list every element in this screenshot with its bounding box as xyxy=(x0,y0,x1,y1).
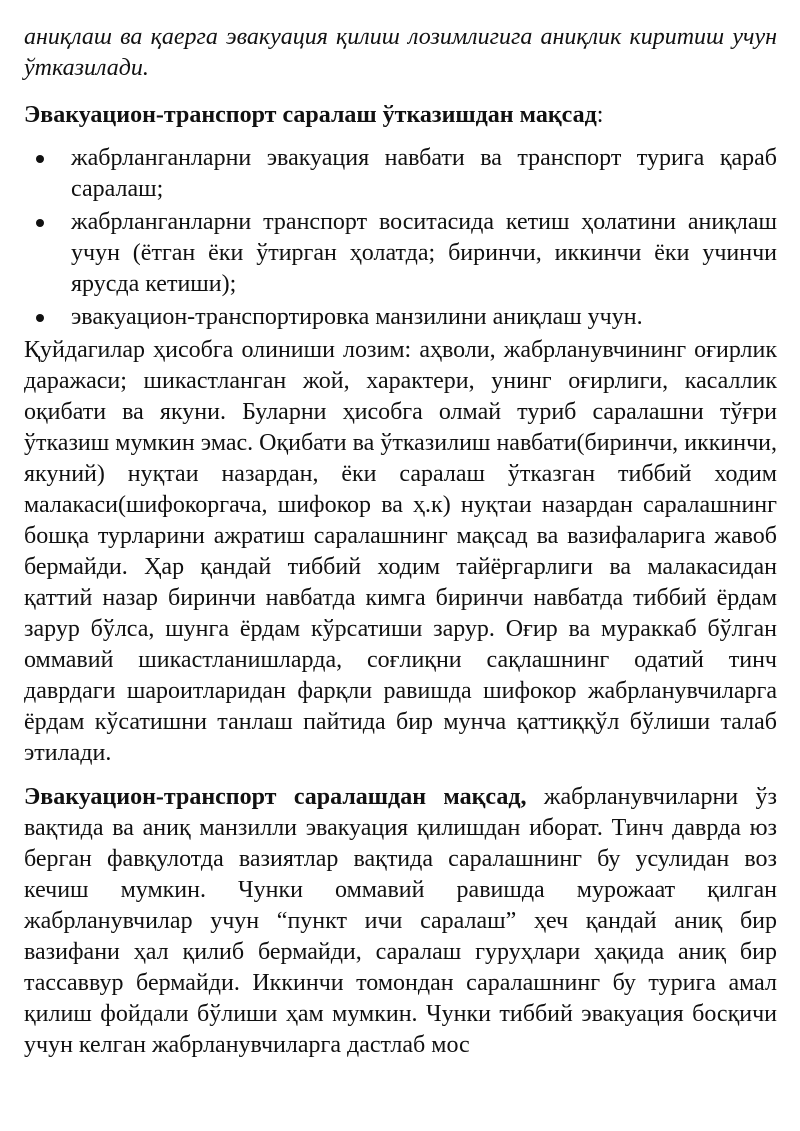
section-heading-text: Эвакуацион-транспорт саралаш ўтказишдан мақсад xyxy=(24,102,597,128)
bullet-item: жабрланганларни эвакуация навбати ва транспорт турига қараб саралаш; xyxy=(24,143,777,205)
bullet-list xyxy=(24,143,777,333)
document-page xyxy=(24,22,777,1061)
section-heading xyxy=(24,100,777,131)
paragraph-bold-lead: Эвакуацион-транспорт саралашдан мақсад, xyxy=(24,784,527,810)
bullet-item: эвакуацион-транспортировка манзилини аниқлаш учун. xyxy=(24,302,777,333)
body-paragraph-2 xyxy=(24,782,777,1061)
intro-text: аниқлаш ва қаерга эвакуация қилиш лозимлигига аниқлик киритиш учун ўтказилади. xyxy=(24,24,777,81)
paragraph-text: жабрланувчиларни ўз вақтида ва аниқ манзилли эвакуация қилишдан иборат. Тинч даврда юз берган фавқулотда вазиятлар вақтида саралашнинг бу усулидан воз кечиш мумкин. Чунки оммавий равишда мурожаат қилган жабрланувчилар учун “пункт ичи саралаш” ҳеч қандай аниқ бир вазифани ҳал қилиб бермайди, саралаш гуруҳлари ҳақида аниқ бир тассаввур бермайди. Иккинчи томондан саралашнинг бу турига амал қилиш фойдали бўлиши ҳам мумкин. Чунки тиббий эвакуация босқичи учун келган жабрланувчиларга дастлаб мос xyxy=(24,784,777,1058)
bullet-item: жабрланганларни транспорт воситасида кетиш ҳолатини аниқлаш учун (ётган ёки ўтирган ҳолатда; биринчи, иккинчи ёки учинчи ярусда кетиши); xyxy=(24,207,777,300)
section-heading-colon: : xyxy=(596,102,604,128)
body-paragraph: Қуйдагилар ҳисобга олиниши лозим: аҳволи, жабрланувчининг оғирлик даражаси; шикастланган жой, характери, унинг оғирлиги, касаллик оқибати ва якуни. Буларни ҳисобга олмай туриб саралашни тўғри ўтказиш мумкин эмас. Оқибати ва ўтказилиш навбати(биринчи, иккинчи, якуний) нуқтаи назардан, ёки саралаш ўтказган тиббий ходим малакаси(шифокоргача, шифокор ва ҳ.к) нуқтаи назардан саралашнинг бошқа турларини ажратиш саралашнинг мақсад ва вазифаларига жавоб бермайди. Ҳар қандай тиббий ходим тайёргарлиги ва малакасидан қаттий назар биринчи навбатда кимга биринчи навбатда тиббий ёрдам зарур бўлса, шунга ёрдам кўрсатиши зарур. Оғир ва мураккаб бўлган оммавий шикастланишларда, соғлиқни сақлашнинг одатий тинч даврдаги шароитларидан фарқли равишда шифокор жабрланувчиларга ёрдам кўсатишни танлаш пайтида бир мунча қаттиққўл бўлиши талаб этилади. xyxy=(24,337,777,766)
